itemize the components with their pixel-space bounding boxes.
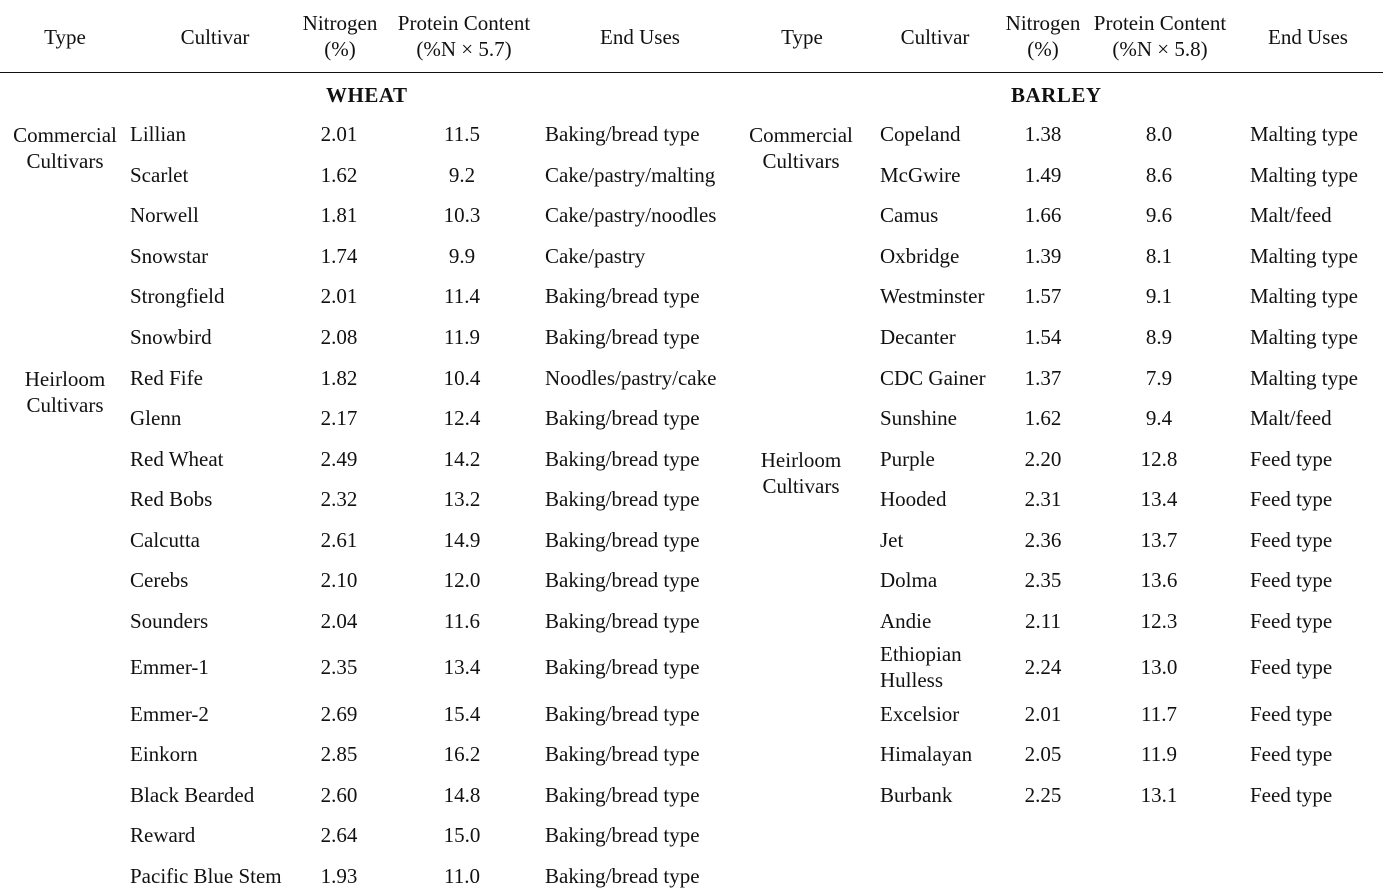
- cultivar-cell: Purple: [880, 447, 935, 471]
- protein-cell: 11.9: [1141, 742, 1177, 766]
- protein-cell: 11.4: [444, 284, 480, 308]
- group-label-line: Cultivars: [762, 474, 840, 498]
- group-label: [4, 122, 126, 174]
- cultivar-cell: Black Bearded: [130, 783, 255, 807]
- nitrogen-cell: 2.35: [1024, 568, 1062, 592]
- header-cultivar-right: Cultivar: [900, 25, 970, 49]
- header-nitrogen-right-line2: (%): [1027, 37, 1059, 61]
- cultivar-cell: Norwell: [130, 203, 199, 227]
- nitrogen-cell: 1.74: [320, 244, 358, 268]
- end-use-cell: Feed type: [1250, 742, 1333, 766]
- group-label-line: Cultivars: [26, 149, 104, 173]
- cultivar-cell: Glenn: [130, 406, 182, 430]
- protein-cell: 12.4: [443, 406, 481, 430]
- protein-cell: 12.3: [1140, 609, 1178, 633]
- end-use-cell: Noodles/pastry/cake: [545, 366, 717, 390]
- nitrogen-cell: 2.85: [320, 742, 358, 766]
- protein-cell: 8.0: [1145, 122, 1173, 146]
- header-protein-left-line1: Protein Content: [397, 11, 531, 35]
- end-use-cell: Baking/bread type: [545, 783, 700, 807]
- cultivar-cell: Snowstar: [130, 244, 209, 268]
- protein-cell: 13.1: [1140, 783, 1178, 807]
- cultivar-cell: Jet: [880, 528, 904, 552]
- nitrogen-cell: 2.20: [1024, 447, 1062, 471]
- end-use-cell: Baking/bread type: [545, 702, 700, 726]
- end-use-cell: Malting type: [1250, 284, 1358, 308]
- cultivar-cell: Excelsior: [880, 702, 960, 726]
- cultivar-cell: Lillian: [130, 122, 186, 146]
- protein-cell: 7.9: [1145, 366, 1173, 390]
- cultivar-cell: Red Fife: [130, 366, 203, 390]
- end-use-cell: Malting type: [1250, 325, 1358, 349]
- protein-cell: 11.5: [444, 122, 480, 146]
- end-use-cell: Baking/bread type: [545, 487, 700, 511]
- nitrogen-cell: 2.01: [320, 284, 358, 308]
- cultivar-cell: Dolma: [880, 568, 938, 592]
- cultivar-cell: CDC Gainer: [880, 366, 986, 390]
- nitrogen-cell: 2.36: [1024, 528, 1062, 552]
- header-nitrogen-left: [292, 10, 388, 62]
- nitrogen-cell: 2.60: [320, 783, 358, 807]
- nitrogen-cell: 2.24: [1024, 655, 1062, 679]
- end-use-cell: Cake/pastry/malting: [545, 163, 716, 187]
- end-use-cell: Malting type: [1250, 122, 1358, 146]
- header-type-right: Type: [781, 25, 823, 49]
- end-use-cell: Baking/bread type: [545, 568, 700, 592]
- end-use-cell: Feed type: [1250, 783, 1333, 807]
- end-use-cell: Malting type: [1250, 163, 1358, 187]
- header-protein-left: [386, 10, 542, 62]
- cultivar-cell: Copeland: [880, 122, 961, 146]
- end-use-cell: Baking/bread type: [545, 823, 700, 847]
- nitrogen-cell: 2.10: [320, 568, 358, 592]
- protein-cell: 10.4: [443, 366, 481, 390]
- end-use-cell: Malting type: [1250, 366, 1358, 390]
- nitrogen-cell: 1.39: [1024, 244, 1062, 268]
- cultivar-cell: Emmer-2: [130, 702, 209, 726]
- group-label-line: Cultivars: [762, 149, 840, 173]
- header-protein-left-line2: (%N × 5.7): [416, 37, 512, 61]
- nitrogen-cell: 2.64: [320, 823, 358, 847]
- header-enduses-right: End Uses: [1268, 25, 1348, 49]
- cultivar-cell: Scarlet: [130, 163, 189, 187]
- protein-cell: 11.9: [444, 325, 480, 349]
- nitrogen-cell: 2.05: [1024, 742, 1062, 766]
- end-use-cell: Baking/bread type: [545, 742, 700, 766]
- end-use-cell: Cake/pastry: [545, 244, 646, 268]
- cultivar-cell: Hooded: [880, 487, 947, 511]
- cultivar-cell: Decanter: [880, 325, 956, 349]
- cultivar-cell: Burbank: [880, 783, 953, 807]
- end-use-cell: Baking/bread type: [545, 609, 700, 633]
- cultivar-cell: Pacific Blue Stem: [130, 864, 282, 888]
- group-label: [740, 122, 862, 174]
- nitrogen-cell: 2.69: [320, 702, 358, 726]
- end-use-cell: Baking/bread type: [545, 325, 700, 349]
- group-label: [740, 447, 862, 499]
- header-protein-right: [1082, 10, 1238, 62]
- end-use-cell: Malt/feed: [1250, 406, 1332, 430]
- group-label-line: Commercial: [13, 123, 117, 147]
- nitrogen-cell: 1.37: [1024, 366, 1062, 390]
- header-enduses-left: End Uses: [600, 25, 680, 49]
- protein-cell: 12.8: [1140, 447, 1178, 471]
- nitrogen-cell: 2.11: [1025, 609, 1061, 633]
- nitrogen-cell: 2.08: [320, 325, 358, 349]
- end-use-cell: Baking/bread type: [545, 284, 700, 308]
- header-nitrogen-left-line2: (%): [324, 37, 356, 61]
- protein-cell: 8.1: [1145, 244, 1173, 268]
- protein-cell: 8.6: [1145, 163, 1173, 187]
- cultivar-cell: Sunshine: [880, 406, 958, 430]
- end-use-cell: Feed type: [1250, 528, 1333, 552]
- section-title-wheat: WHEAT: [326, 83, 408, 107]
- group-label-line: Cultivars: [26, 393, 104, 417]
- protein-cell: 14.8: [443, 783, 481, 807]
- protein-cell: 14.2: [443, 447, 481, 471]
- end-use-cell: Baking/bread type: [545, 406, 700, 430]
- protein-cell: 12.0: [443, 568, 481, 592]
- cultivar-cell: Red Bobs: [130, 487, 213, 511]
- group-label: [4, 366, 126, 418]
- cultivar-cell: Andie: [880, 609, 932, 633]
- header-rule: [0, 72, 1383, 73]
- protein-cell: 15.0: [443, 823, 481, 847]
- end-use-cell: Malting type: [1250, 244, 1358, 268]
- protein-cell: 13.4: [1140, 487, 1178, 511]
- header-nitrogen-right-line1: Nitrogen: [1005, 11, 1081, 35]
- end-use-cell: Cake/pastry/noodles: [545, 203, 717, 227]
- end-use-cell: Baking/bread type: [545, 447, 700, 471]
- end-use-cell: Malt/feed: [1250, 203, 1332, 227]
- end-use-cell: Feed type: [1250, 487, 1333, 511]
- end-use-cell: Feed type: [1250, 702, 1333, 726]
- protein-cell: 15.4: [443, 702, 481, 726]
- nitrogen-cell: 2.31: [1024, 487, 1062, 511]
- protein-cell: 8.9: [1145, 325, 1173, 349]
- section-title-barley: BARLEY: [1011, 83, 1102, 107]
- group-label-line: Heirloom: [24, 367, 106, 391]
- protein-cell: 16.2: [443, 742, 481, 766]
- cultivar-cell: Snowbird: [130, 325, 212, 349]
- nitrogen-cell: 2.61: [320, 528, 358, 552]
- nitrogen-cell: 2.25: [1024, 783, 1062, 807]
- cultivar-cell: Emmer-1: [130, 655, 209, 679]
- end-use-cell: Baking/bread type: [545, 864, 700, 888]
- protein-cell: 9.1: [1145, 284, 1173, 308]
- header-protein-right-line1: Protein Content: [1093, 11, 1227, 35]
- nitrogen-cell: 2.49: [320, 447, 358, 471]
- nitrogen-cell: 1.54: [1024, 325, 1062, 349]
- nitrogen-cell: 2.32: [320, 487, 358, 511]
- end-use-cell: Baking/bread type: [545, 122, 700, 146]
- nitrogen-cell: 1.66: [1024, 203, 1062, 227]
- header-nitrogen-left-line1: Nitrogen: [302, 11, 378, 35]
- cultivar-cell: Sounders: [130, 609, 209, 633]
- group-label-line: Heirloom: [760, 448, 842, 472]
- end-use-cell: Baking/bread type: [545, 655, 700, 679]
- group-label-line: Commercial: [749, 123, 853, 147]
- cultivar-cell: Camus: [880, 203, 939, 227]
- nitrogen-cell: 1.62: [320, 163, 358, 187]
- nitrogen-cell: 2.01: [320, 122, 358, 146]
- nitrogen-cell: 1.82: [320, 366, 358, 390]
- protein-cell: 13.4: [443, 655, 481, 679]
- protein-cell: 14.9: [443, 528, 481, 552]
- nitrogen-cell: 1.62: [1024, 406, 1062, 430]
- protein-cell: 11.6: [444, 609, 480, 633]
- header-nitrogen-right: [995, 10, 1091, 62]
- protein-cell: 13.0: [1140, 655, 1178, 679]
- cultivar-cell: Red Wheat: [130, 447, 224, 471]
- nitrogen-cell: 1.93: [320, 864, 358, 888]
- protein-cell: 13.6: [1140, 568, 1178, 592]
- protein-cell: 13.2: [443, 487, 481, 511]
- cultivar-cell: Cerebs: [130, 568, 189, 592]
- nitrogen-cell: 1.38: [1024, 122, 1062, 146]
- nitrogen-cell: 2.17: [320, 406, 358, 430]
- protein-cell: 9.6: [1145, 203, 1173, 227]
- cultivar-cell: Ethiopian Hulless: [880, 642, 962, 692]
- protein-cell: 9.4: [1145, 406, 1173, 430]
- nitrogen-cell: 2.01: [1024, 702, 1062, 726]
- nitrogen-cell: 1.49: [1024, 163, 1062, 187]
- cultivar-cell: Oxbridge: [880, 244, 960, 268]
- protein-cell: 11.0: [444, 864, 480, 888]
- header-type-left: Type: [44, 25, 86, 49]
- end-use-cell: Baking/bread type: [545, 528, 700, 552]
- end-use-cell: Feed type: [1250, 655, 1333, 679]
- nitrogen-cell: 1.81: [320, 203, 358, 227]
- protein-cell: 11.7: [1141, 702, 1177, 726]
- protein-cell: 9.2: [448, 163, 476, 187]
- cultivar-cell: Himalayan: [880, 742, 973, 766]
- end-use-cell: Feed type: [1250, 609, 1333, 633]
- cultivar-cell: McGwire: [880, 163, 961, 187]
- nitrogen-cell: 2.04: [320, 609, 358, 633]
- cultivar-cell: Westminster: [880, 284, 985, 308]
- cultivar-cell: Einkorn: [130, 742, 198, 766]
- protein-cell: 13.7: [1140, 528, 1178, 552]
- end-use-cell: Feed type: [1250, 568, 1333, 592]
- header-protein-right-line2: (%N × 5.8): [1112, 37, 1208, 61]
- cultivar-cell: Reward: [130, 823, 196, 847]
- header-cultivar-left: Cultivar: [180, 25, 250, 49]
- protein-cell: 9.9: [448, 244, 476, 268]
- nitrogen-cell: 1.57: [1024, 284, 1062, 308]
- cultivar-cell: Strongfield: [130, 284, 225, 308]
- protein-cell: 10.3: [443, 203, 481, 227]
- end-use-cell: Feed type: [1250, 447, 1333, 471]
- cultivar-cell: Calcutta: [130, 528, 200, 552]
- nitrogen-cell: 2.35: [320, 655, 358, 679]
